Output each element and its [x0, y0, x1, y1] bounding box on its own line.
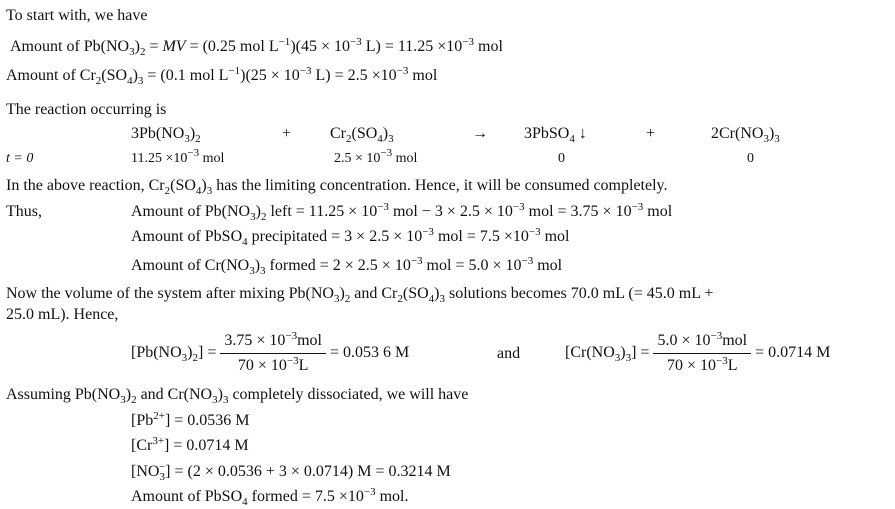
volume-line-2: 25.0 mL). Hence, [6, 306, 119, 323]
cr-fraction: $\frac{5.0 \times 10^{-3}mol}{70 \times 10^{-3}L}$ [653, 332, 751, 375]
pbso4-precipitated-line: Amount of PbSO$_4$ precipitated = $3 \times 2.5 \times 10^{-3}$ mol = $7.5 \times 10^{-3}$ mol [131, 226, 570, 248]
limiting-statement: In the above reaction, $Cr_2(SO_4)_3$ has the limiting concentration. Hence, it will be consumed completely. [6, 177, 668, 197]
initial-cr2so43: $2.5 \times 10^{-3}$ mol [334, 147, 418, 166]
crno3-formed-line: Amount of $Cr(NO_3)_3$ formed = $2 \times 2.5 \times 10^{-3}$ mol = $5.0 \times 10^{-3}$ mol [131, 255, 563, 277]
assumption-line: Assuming $Pb(NO_3)_2$ and $Cr(NO_3)_3$ completely dissociated, we will have [6, 386, 469, 406]
reaction-arrow: → [472, 125, 488, 142]
pb-ion-concentration: $[Pb^{2+}] = 0.0536$ M [131, 410, 250, 429]
cr-ion-concentration: $[Cr^{3+}] = 0.0714$ M [131, 435, 249, 454]
thus-label: Thus, [6, 203, 42, 220]
reactant-pbno3: $3Pb(NO_3)_2$ [131, 125, 201, 145]
initial-pbno3: $11.25 \times 10^{-3}$ mol [131, 147, 225, 166]
pbso4-formed-line: Amount of PbSO$_4$ formed = $7.5 \times 10^{-3}$ mol. [131, 486, 409, 508]
amount-pbno3-line: Amount of $Pb(NO_3)_2$ = MV = (0.25 mol $L^{-1})(45 \times 10^{-3}$ $L) = 11.25 \times 10^{-3}$ mol [10, 36, 503, 58]
volume-line-1: Now the volume of the system after mixing $Pb(NO_3)_2$ and $Cr_2(SO_4)_3$ solutions becomes 70.0 mL (= 45.0 mL + [6, 285, 714, 305]
cr-concentration-equation: $[Cr(NO_3)_3]$ = $\frac{5.0 \times 10^{-3}mol}{70 \times 10^{-3}L}$ = 0.0714 M [565, 330, 831, 374]
reaction-intro: The reaction occurring is [6, 101, 167, 118]
plus-sign-1: + [282, 125, 292, 142]
pb-fraction: $\frac{3.75 \times 10^{-3}mol}{70 \times 10^{-3}L}$ [220, 332, 326, 375]
pbno3-left-line: Amount of $Pb(NO_3)_2$ left = $11.25 \times 10^{-3}$ mol − $3 \times 2.5 \times 10^{-3}$ mol = $3.75 \times 10^{-3}$ mol [131, 201, 673, 223]
nitrate-ion-concentration: $[NO_3^-] = (2 \times 0.0536 + 3 \times 0.0714) M = 0.3214$ M [131, 461, 451, 483]
initial-pbso4: 0 [558, 151, 565, 166]
amount-cr2so43-line: Amount of $Cr_2(SO_4)_3 = (0.1$ mol $L^{-1})(25 \times 10^{-3}$ $L) = 2.5 \times 10^{-3}$ mol [6, 65, 438, 87]
reactant-cr2so43: $Cr_2(SO_4)_3$ [330, 125, 394, 145]
pb-concentration-equation: $[Pb(NO_3)_2]$ = $\frac{3.75 \times 10^{-3}mol}{70 \times 10^{-3}L}$ = 0.053 6 M [131, 330, 410, 374]
plus-sign-2: + [646, 125, 656, 142]
initial-crno3: 0 [747, 151, 754, 166]
down-arrow-icon: ↓ [578, 125, 587, 142]
product-pbso4: 3PbSO$_4$ ↓ [524, 125, 587, 145]
and-word: and [497, 345, 521, 362]
product-crno3: $2Cr(NO_3)_3$ [711, 125, 780, 145]
time-zero-label: t = 0 [6, 151, 34, 166]
intro-text: To start with, we have [6, 7, 148, 24]
